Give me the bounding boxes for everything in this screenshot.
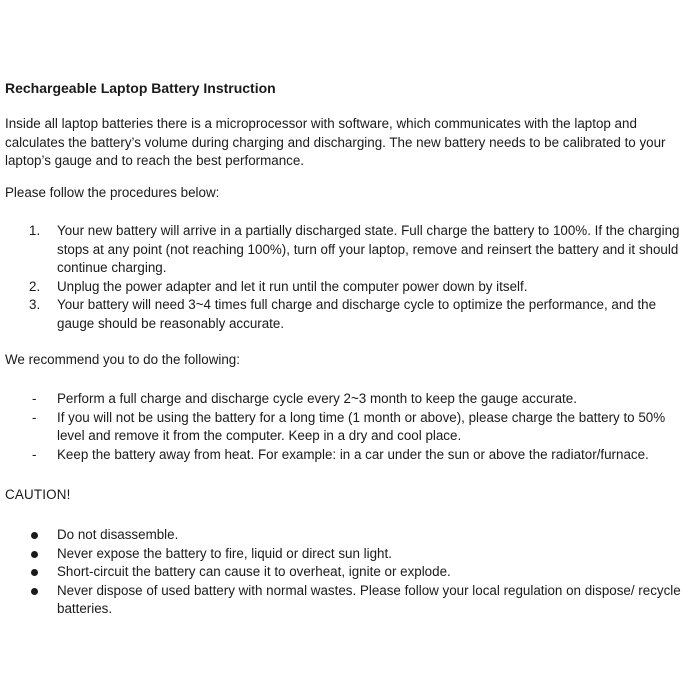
recommendation-item	[0, 390, 700, 409]
procedure-text: Unplug the power adapter and let it run until the computer power down by itself.	[57, 278, 528, 294]
caution-item	[0, 526, 700, 545]
dash-marker: -	[32, 446, 37, 462]
recommendation-text: Keep the battery away from heat. For example: in a car under the sun or above the radiator/furnace.	[57, 446, 649, 462]
intro-paragraph: Inside all laptop batteries there is a microprocessor with software, which communicates with the laptop and calculates the battery’s volume during charging and discharging. The new battery needs to be calibrated to your laptop’s gauge and to reach the best performance.	[5, 116, 666, 168]
procedure-item	[0, 296, 700, 333]
caution-item	[0, 582, 700, 619]
procedures-heading: Please follow the procedures below:	[5, 185, 220, 200]
bullet-icon	[31, 532, 38, 539]
dash-marker: -	[32, 391, 37, 406]
caution-text: Never expose the battery to fire, liquid or direct sun light.	[57, 545, 392, 561]
caution-heading: CAUTION!	[5, 487, 71, 502]
recommendation-item	[0, 409, 700, 446]
recommendation-item	[0, 446, 700, 465]
procedure-number: 2.	[29, 278, 41, 294]
procedure-text: Your battery will need 3~4 times full charge and discharge cycle to optimize the performance, and the gauge should be reasonably accurate.	[57, 297, 657, 331]
procedures-list	[0, 222, 700, 333]
caution-text: Short-circuit the battery can cause it to overheat, ignite or explode.	[57, 564, 451, 579]
bullet-icon	[31, 551, 38, 558]
caution-text: Never dispose of used battery with normal wastes. Please follow your local regulation on dispose/ recycle batteries.	[57, 582, 681, 616]
dash-marker: -	[32, 409, 37, 425]
caution-text: Do not disassemble.	[57, 527, 179, 542]
procedure-item	[0, 278, 700, 297]
caution-item	[0, 563, 700, 582]
bullet-icon	[31, 588, 38, 595]
recommendation-text: Perform a full charge and discharge cycle every 2~3 month to keep the gauge accurate.	[57, 391, 577, 406]
procedure-item	[0, 222, 700, 278]
recommend-heading: We recommend you to do the following:	[5, 352, 240, 367]
procedure-number: 3.	[29, 297, 41, 312]
bullet-icon	[31, 569, 38, 576]
cautions-list	[0, 526, 700, 619]
document-title: Rechargeable Laptop Battery Instruction	[5, 80, 276, 96]
recommendation-text: If you will not be using the battery for a long time (1 month or above), please charge the battery to 50% level and remove it from the computer. Keep in a dry and cool place.	[57, 409, 666, 443]
recommendations-list	[0, 390, 700, 464]
procedure-text: Your new battery will arrive in a partially discharged state. Full charge the battery to 100%. If the charging stops at any point (not reaching 100%), turn off your laptop, remove and reinsert the battery and it should continue charging.	[57, 223, 680, 275]
procedure-number: 1.	[29, 223, 41, 238]
caution-item	[0, 545, 700, 564]
